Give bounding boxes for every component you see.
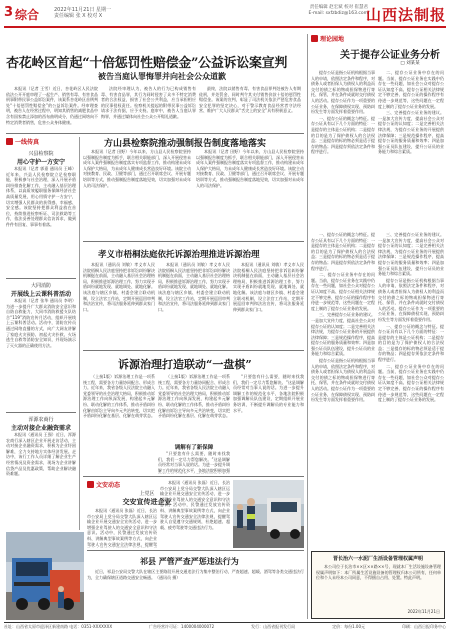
bottom-head-a: 上党区 (139, 491, 155, 497)
bottom-head-b: 交安宣传进企业 (122, 498, 172, 506)
item3-sub: 主动对接企业融资需求 (10, 425, 71, 432)
main-subheadline: 被告当庭认罪悔罪并向社会公众道歉 (98, 71, 226, 81)
section-tag-wenan: 文安动态 (87, 480, 120, 489)
story1-col-2: 本报讯（记者 田野）今年以来，方山县人民检察院坚持以强制报告制度为抓手，联合相关职能部门，深入开展侵害未成年人案件强制报告制度落实专项监督工作，推动构建未成年人保护大格局，为未成年人健康成长营造良好环境。该院主动对接教育、民政、卫健等部门，通过召开联席会议、开展专题培训等方式，推动强制报告制度落地见效，切实加强对未成年人的司法保护。 (196, 149, 304, 188)
bottom-story-col-1: 本报讯（通讯员 张磊）近日，长治市公安局上党分局交警大队深入辖区运输企业开展交通安全宣传活动，进一步增强企业驾驶人的交通安全意识和守法意识。活动中，民警通过发放宣传资料、讲解典型事故案例等方式，向企业驾驶人宣传交通安全法律法规，提醒驾 (87, 508, 157, 547)
right-col-2a: 二、提存公证业务中存在的问题。当前，提存公证业务在实践中仍存在一些问题，如社会公众对提存公证认知度不高、提存公证相关法律规定不够完善、提存公证的操作程序有待进一步规范等，这些问题在一定程度上制约了提存公证业务的发展。 三、完善提存公证业务的建议。一是加大宣传力度，提高社会公众对提存公证的认知度；二是完善相关法律法规，为提存公证业务的开展提供法律保障；三是规范操作程序，提高提存公证的服务质量和效率；四是加强公证员队伍建设，提升公证员的业务能力和综合素质。 (378, 70, 444, 155)
story-rule-2 (83, 350, 304, 351)
notice-body: 本公司位于长治市××区××路××号，现就本厂生活设施设备管理权属声明如下：本厂所属生活设施设备的管理权归本公司所有，任何单位和个人未经本公司同意，不得擅自占用、处置。特此声明。 (316, 564, 441, 581)
item1-sub: 用心守护一方安宁 (16, 159, 65, 166)
right-col-2b: 三、完善提存公证业务的建议。一是加大宣传力度，提高社会公众对提存公证的认知度；二是完善相关法律法规，为提存公证业务的开展提供法律保障；三是规范操作程序，提高提存公证的服务质量和效率；四是加强公证员队伍建设，提升公证员的业务能力和综合素质。 提存公证是指公证机构根据当事人的申请，依照法定条件和程序，对债务人或者担保人为债权人的利益而交付的债之标的物或担保物进行寄托、保管，并在条件成就时交付债权人的活动。提存公证作为一项重要的公证业务，在保障债权实现、预防纠纷发生等方面发挥着重要作用。 一、提存公证的概念与特征。提存公证具有以下几个方面的特征：一是提存的主体是公证机构；二是提存的目的是为了保护债权人的合法权益；三是提存的标的物必须是适于提存的物品；四是提存须依法定条件和程序进行。 二、提存公证业务中存在的问题。当前，提存公证业务在实践中仍存在一些问题，如社会公众对提存公证认知度不高、提存公证相关法律规定不够完善、提存公证的操作程序有待进一步规范等，这些问题在一定程度上制约了提存公证业务的发展。 (378, 232, 444, 403)
red-square-icon (311, 35, 318, 42)
item2-body: 本报讯（记者 张华 通讯员 李明）为进一步提升广大群众消防安全意识和自防自救能力，大同市消防救援支队结合“119”消防宣传月活动，组织开展线上云课科普活动。活动中，消防宣传员通过网络直播的方式，向广大网友讲解了家庭火灾预防、初起火灾扑救、火场逃生自救等消防安全知识，并现场演示了灭火器的正确使用方法。 (6, 298, 76, 348)
right-col-1a: 提存公证是指公证机构根据当事人的申请，依照法定条件和程序，对债务人或者担保人为债权人的利益而交付的债之标的物或担保物进行寄托、保管，并在条件成就时交付债权人的活动。提存公证作为一项重要的公证业务，在保障债权实现、预防纠纷发生等方面发挥着重要作用。 一、提存公证的概念与特征。提存公证具有以下几个方面的特征：一是提存的主体是公证机构；二是提存的目的是为了保护债权人的合法权益；三是提存的标的物必须是适于提存的物品；四是提存须依法定条件和程序进行。 (311, 70, 375, 155)
story1-col-1: 本报讯（记者 田野）今年以来，方山县人民检察院坚持以强制报告制度为抓手，联合相关职能部门，深入开展侵害未成年人案件强制报告制度落实专项监督工作，推动构建未成年人保护大格局，为未成年人健康成长营造良好环境。该院主动对接教育、民政、卫健等部门，通过召开联席会议、开展专题培训等方式，推动强制报告制度落地见效，切实加强对未成年人的司法保护。 (83, 149, 191, 188)
right-byline: □ 刘某某 (400, 61, 420, 66)
page-header (4, 2, 446, 26)
header-rule (4, 26, 446, 28)
item3-body: 本报讯（通讯员 王强）近日，浑源农商行深入辖区企业开展走访活动，主动对接企业融资需求，积极为企业纾困解难，全力支持地方实体经济发展。走访中，该行工作人员详细了解企业生产经营情况及资金需求，现场为企业讲解信贷产品及优惠政策，帮助企业解决融资难题。 (6, 432, 76, 477)
traffic-police-photo (233, 480, 304, 548)
page-footer: 社址：山西省太原市迎泽区新建南路 电话：0351-XXXXXXX 广告经营许可证：1400004000072 发行：山西省报刊发行局 定价：每份1.00元 印刷：山西日报印务中心 (4, 624, 446, 629)
main-story-col-1: 本报讯（记者 王雪）近日，杏花岭区人民法院依法公开开庭审理了一起生产、销售有毒、有害食品刑事附带民事公益诉讼案件，该案系杏花岭区首例判处“十倍惩罚性赔偿金”的公益诉讼案件。经审理查明，被告人在经营过程中，明知其销售的减肥食品中含有国家禁止添加的西布曲明成分，仍通过网络向不特定消费者销售，危害公众身体健康。 (6, 86, 98, 125)
story3-inner-head: 调解有了新保障 (174, 445, 214, 451)
section-number: 3 (4, 5, 14, 20)
story2-headline: 孝义市梧桐法庭依托诉源治理推进诉源治理 (98, 250, 260, 260)
item-rule-2 (6, 412, 76, 413)
story3-col-1: （上接1版）诉源治理工作是一项系统工程，需要各方力量协同配合、形成合力。近年来，我省各级人民法院主动融入党委领导的社会治理大格局，积极推动诉源治理工作向纵深发展，构建起多元解纷、联动化解的工作体系，推动矛盾纠纷化解由诉讼主导向多元共治转变，切实把矛盾纠纷化解在基层、化解在萌芽状态。 (83, 374, 155, 419)
section-tag-lilun: 理论园地 (311, 34, 344, 43)
main-headline: 杏花岭区首起“十倍惩罚性赔偿金”公益诉讼案宣判 (6, 56, 288, 71)
footer-rule (4, 622, 446, 623)
date-line: 2022年11月21日 星期一 责任编辑 张 X 校对 X (54, 7, 112, 19)
main-story-col-2: 法院经审理认为，被告人的行为已构成销售有毒、有害食品罪，其行为同时侵害了众多不特定消费者的合法权益，损害了社会公共利益，应当承担相应的民事侵权责任。检察机关提起的附带民事公益诉讼请求于法有据，应予支持。庭审中，被告人当庭认罪悔罪，并通过媒体向社会公众公开赔礼道歉。 (101, 86, 196, 119)
item-rule-1 (6, 278, 76, 279)
police-photo-illustration (233, 480, 304, 548)
story3-col-2: （上接1版）诉源治理工作是一项系统工程，需要各方力量协同配合、形成合力。近年来，我省各级人民法院主动融入党委领导的社会治理大格局，积极推动诉源治理工作向纵深发展，构建起多元解纷、联动化解的工作体系，推动矛盾纠纷化解由诉讼主导向多元共治转变，切实把矛盾纠纷化解在基层、化解在萌芽状态。 (158, 374, 230, 419)
story3-headline: 诉源治理打造联动“一盘棋” (118, 358, 252, 371)
item2-sub: 开展线上云课科普活动 (10, 291, 71, 298)
newspaper-logo: 山西法制报 (365, 6, 446, 24)
story2-col-3: 本报讯（通讯员 刘敏）孝义市人民法院梧桐人民法庭坚持把非诉讼纠纷解决机制挺在前面，主动融入基层社会治理格局，积极推进诉源治理工作，努力实现矛盾纠纷就地发现、就地调处、就地化解。该法庭与辖区乡镇、村委会建立联动机制，设立法官工作站，定期开展巡回审判和法治宣传，将司法服务延伸到群众家门口。 (233, 262, 304, 312)
item1-body: 本报讯（记者 郭嘉 通讯员 王峰）近年来，兴县人民检察院立足检察职能，积极参与社会治理，深入开展矛盾纠纷排查化解工作，主动融入基层治理体系，以高质效履职服务保障经济社会高质量发展，用心用情守护一方安宁，切实增强人民群众的获得感、幸福感、安全感。该院坚持把群众利益放在首位，持续推进检察听证、司法救助等工作，依法妥善处理群众信访诉求，做到件件有回复、事事有着落。 (6, 166, 76, 227)
photo-caption-title: 祁县 严管严查严惩违法行为 (140, 556, 239, 566)
item3-head: 浑源农商行 (28, 417, 54, 423)
right-col-1b: 一、提存公证的概念与特征。提存公证具有以下几个方面的特征：一是提存的主体是公证机构；二是提存的目的是为了保护债权人的合法权益；三是提存的标的物必须是适于提存的物品；四是提存须依法定条件和程序进行。 二、提存公证业务中存在的问题。当前，提存公证业务在实践中仍存在一些问题，如社会公众对提存公证认知度不高、提存公证相关法律规定不够完善、提存公证的操作程序有待进一步规范等，这些问题在一定程度上制约了提存公证业务的发展。 三、完善提存公证业务的建议。一是加大宣传力度，提高社会公众对提存公证的认知度；二是完善相关法律法规，为提存公证业务的开展提供法律保障；三是规范操作程序，提高提存公证的服务质量和效率；四是加强公证员队伍建设，提升公证员的业务能力和综合素质。 提存公证是指公证机构根据当事人的申请，依照法定条件和程序，对债务人或者担保人为债权人的利益而交付的债之标的物或担保物进行寄托、保管，并在条件成就时交付债权人的活动。提存公证作为一项重要的公证业务，在保障债权实现、预防纠纷发生等方面发挥着重要作用。 (311, 232, 375, 403)
story3-inner-body: “只要您有什么需要，随时来找我们，我们一定尽力帮您解决。”这是调解员经常对当事人说的话。为进一步提升调解工作的规范化水平，各地法院积极加强 (158, 451, 230, 473)
column-divider (307, 34, 308, 619)
story1-headline: 方山县检察院推动强制报告制度落地落实 (104, 139, 267, 149)
photo-caption-body: 近日，祁县公安局交警大队在辖区主要路段开展交通违法行为集中整治行动，严查超速、超载、酒驾等各类交通违法行为，全力确保辖区道路交通安全畅通。（通讯员 摄） (87, 569, 304, 580)
story-rule-3 (83, 476, 304, 477)
truck-photo (6, 532, 84, 620)
section-name: 综合 (15, 8, 40, 22)
photo-rule (87, 550, 304, 551)
section-rule (6, 133, 304, 134)
notice-title: 晋长治六一水泥厂生活设备管理权属声明 (332, 556, 423, 562)
truck-photo-illustration (6, 532, 84, 620)
section-tag-yixian: 一线传真 (6, 137, 39, 146)
story2-col-2: 本报讯（通讯员 刘敏）孝义市人民法院梧桐人民法庭坚持把非诉讼纠纷解决机制挺在前面，主动融入基层社会治理格局，积极推进诉源治理工作，努力实现矛盾纠纷就地发现、就地调处、就地化解。该法庭与辖区乡镇、村委会建立联动机制，设立法官工作站，定期开展巡回审判和法治宣传，将司法服务延伸到群众家门口。 (158, 262, 230, 312)
right-headline: 关于提存公证业务分析 (340, 50, 440, 61)
red-square-icon (6, 138, 13, 145)
story-rule-1 (83, 241, 304, 242)
story3-col-3: “只要您有什么需要，随时来找我们，我们一定尽力帮您解决。”这是调解员经常对当事人说的话。为进一步提升调解工作的规范化水平，各地法院积极加强调解员队伍建设，定期组织开展业务培训，不断提升调解员的专业能力和水平。 (233, 374, 304, 413)
item1-head: 兴县检察院 (28, 151, 54, 157)
notice-date: 2022年11月21日 (407, 609, 440, 614)
story2-col-1: 本报讯（通讯员 刘敏）孝义市人民法院梧桐人民法庭坚持把非诉讼纠纷解决机制挺在前面，主动融入基层社会治理格局，积极推进诉源治理工作，努力实现矛盾纠纷就地发现、就地调处、就地化解。该法庭与辖区乡镇、村委会建立联动机制，设立法官工作站，定期开展巡回审判和法治宣传，将司法服务延伸到群众家门口。 (83, 262, 155, 312)
contact-info: 责任编辑 赵宏斌 校对 崔慧君 E-mail: sxfzbdiz@163.com (308, 5, 368, 16)
main-story-col-3: 最终，法院以销售有毒、有害食品罪判处被告人有期徒刑，并处罚金，同时判令其支付销售价款十倍的惩罚性赔偿金。该案的宣判，彰显了司法机关依法严惩危害食品安全犯罪的坚定决心，对于警示教育食品经营者守法经营、维护广大人民群众“舌尖上的安全”具有积极意义。 (199, 86, 301, 114)
bottom-story-col-2: 本报讯（通讯员 张磊）近日，长治市公安局上党分局交警大队深入辖区运输企业开展交通安全宣传活动，进一步增强企业驾驶人的交通安全意识和守法意识。活动中，民警通过发放宣传资料、讲解典型事故案例等方式，向企业驾驶人宣传交通安全法律法规，提醒驾驶人自觉遵守交通规则，杜绝超速、超载、疲劳驾驶等交通违法行为。 (160, 480, 230, 530)
notice-box (311, 551, 445, 619)
item2-head: 大同消防 (30, 283, 51, 289)
left-col-divider (79, 137, 80, 530)
red-square-icon (87, 481, 94, 488)
